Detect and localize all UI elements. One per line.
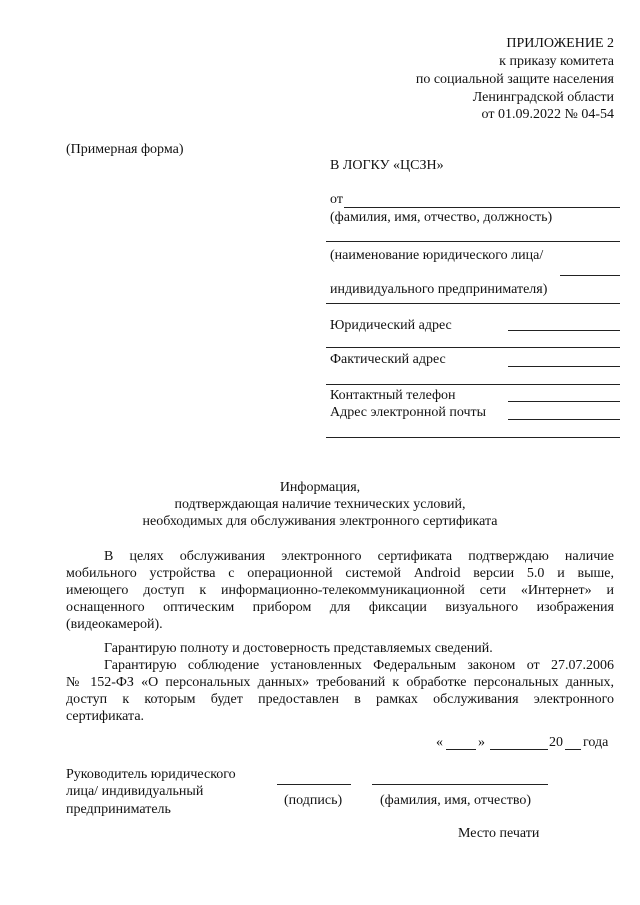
- date-year-line: [565, 749, 581, 750]
- actual-address-line: [508, 366, 620, 367]
- legal-address-label: Юридический адрес: [330, 318, 452, 333]
- p1-line-5: (видеокамерой).: [66, 617, 163, 632]
- heading-line-1: Информация,: [279, 480, 361, 495]
- date-year-prefix: 20: [549, 735, 563, 750]
- date-open-quote: «: [436, 735, 443, 750]
- org-hint-2: индивидуального предпринимателя): [330, 282, 548, 297]
- signature-line: [277, 784, 351, 785]
- date-day-line: [446, 749, 476, 750]
- heading-line-2: подтверждающая наличие технических условий,: [174, 497, 466, 512]
- appendix-line-1: к приказу комитета: [499, 54, 614, 69]
- role-line-1: Руководитель юридического: [66, 767, 236, 782]
- email-line: [508, 419, 620, 420]
- date-close-quote: »: [478, 735, 485, 750]
- org-line-short: [560, 275, 620, 276]
- date-year-suffix: года: [583, 735, 609, 750]
- appendix-line-3: Ленинградской области: [472, 90, 614, 105]
- p1-line-3: имеющего доступ к информационно-телекоммуникационной сети «Интернет» и: [66, 583, 614, 598]
- org-line: [326, 303, 620, 304]
- role-line-3: предприниматель: [66, 802, 171, 817]
- stamp-place: Место печати: [458, 826, 540, 841]
- phone-line: [508, 401, 620, 402]
- full-name-line: [372, 784, 548, 785]
- p3-line-1: Гарантирую соблюдение установленных Федеральным законом от 27.07.2006: [104, 658, 614, 673]
- form-note: (Примерная форма): [66, 142, 184, 157]
- appendix-title: ПРИЛОЖЕНИЕ 2: [506, 36, 614, 51]
- p1-line-4: оснащенного оптическим прибором для фиксации визуального изображения: [66, 600, 614, 615]
- p2: Гарантирую полноту и достоверность представляемых сведений.: [104, 641, 493, 656]
- email-label: Адрес электронной почты: [330, 405, 487, 420]
- p3-line-2: № 152-ФЗ «О персональных данных» требований к обработке персональных данных,: [66, 675, 614, 690]
- p3-line-4: сертификата.: [66, 709, 145, 724]
- appendix-line-4: от 01.09.2022 № 04-54: [481, 107, 614, 122]
- org-hint-1: (наименование юридического лица/: [330, 248, 544, 263]
- fio-hint: (фамилия, имя, отчество, должность): [330, 210, 553, 225]
- date-month-line: [490, 749, 548, 750]
- p1-line-2: мобильного устройства с операционной системой Android версии 5.0 и выше,: [66, 566, 614, 581]
- p3-line-3: доступ к которым будет предоставлен в рамках обслуживания электронного: [66, 692, 614, 707]
- fio-line: [326, 241, 620, 242]
- legal-address-line-2: [326, 347, 620, 348]
- legal-address-line: [508, 330, 620, 331]
- actual-address-line-2: [326, 384, 620, 385]
- heading-line-3: необходимых для обслуживания электронного сертификата: [142, 514, 498, 529]
- email-line-2: [326, 437, 620, 438]
- from-line: [344, 207, 620, 208]
- actual-address-label: Фактический адрес: [330, 352, 446, 367]
- role-line-2: лица/ индивидуальный: [66, 784, 204, 799]
- phone-label: Контактный телефон: [330, 388, 456, 403]
- appendix-line-2: по социальной защите населения: [415, 72, 614, 87]
- addressee: В ЛОГКУ «ЦСЗН»: [330, 158, 444, 173]
- from-label: от: [330, 192, 343, 207]
- full-name-hint: (фамилия, имя, отчество): [380, 793, 532, 808]
- signature-hint: (подпись): [284, 793, 343, 808]
- p1-line-1: В целях обслуживания электронного сертификата подтверждаю наличие: [104, 549, 614, 564]
